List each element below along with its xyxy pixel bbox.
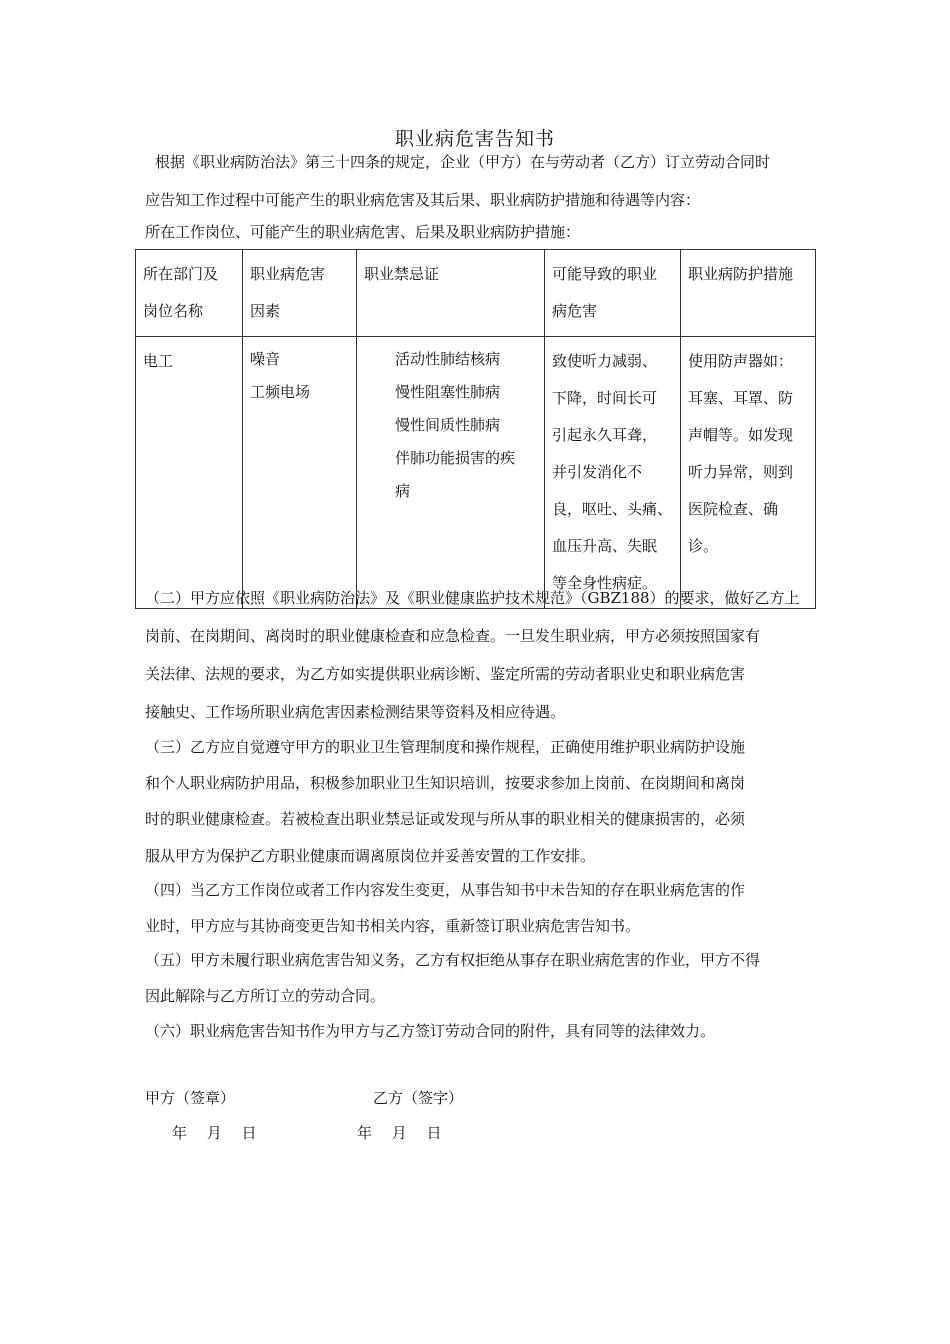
clause-5-line: （五）甲方未履行职业病危害告知义务，乙方有权拒绝从事存在职业病危害的作业，甲方不得 <box>145 951 761 969</box>
intro-line-1: 根据《职业病防治法》第三十四条的规定，企业（甲方）在与劳动者（乙方）订立劳动合同时 <box>155 153 771 171</box>
clause-6-line: （六）职业病危害告知书作为甲方与乙方签订劳动合同的附件，具有同等的法律效力。 <box>145 1022 716 1040</box>
clause-2-line: 关法律、法规的要求，为乙方如实提供职业病诊断、鉴定所需的劳动者职业史和职业病危害 <box>145 665 746 683</box>
header-cell: 职业病防护措施 <box>681 250 816 337</box>
intro-line-2: 应告知工作过程中可能产生的职业病危害及其后果、职业病防护措施和待遇等内容： <box>145 191 701 209</box>
clause-3-line: （三）乙方应自觉遵守甲方的职业卫生管理制度和操作规程，正确使用维护职业病防护设施 <box>145 738 746 756</box>
clause-5-line: 因此解除与乙方所订立的劳动合同。 <box>145 987 386 1005</box>
clause-3-line: 服从甲方为保护乙方职业健康而调离原岗位并妥善安置的工作安排。 <box>145 847 596 865</box>
header-cell: 职业病危害 因素 <box>243 250 357 337</box>
clause-4-line: （四）当乙方工作岗位或者工作内容发生变更，从事告知书中未告知的存在职业病危害的作 <box>145 881 746 899</box>
clause-4-line: 业时，甲方应与其协商变更告知书相关内容，重新签订职业病危害告知书。 <box>145 917 641 935</box>
party-a-signature-label: 甲方（签章） <box>145 1089 236 1107</box>
hazard-factors-cell: 噪音 工频电场 <box>243 337 357 609</box>
party-b-date: 年 月 日 <box>357 1124 442 1142</box>
table-caption: 所在工作岗位、可能产生的职业病危害、后果及职业病防护措施： <box>145 223 581 241</box>
clause-2-line: （二）甲方应依照《职业病防治法》及《职业健康监护技术规范》（GBZ188）的要求，做好乙方上 <box>145 589 800 607</box>
clause-3-line: 和个人职业病防护用品，积极参加职业卫生知识培训，按要求参加上岗前、在岗期间和离岗 <box>145 774 746 792</box>
header-cell: 所在部门及 岗位名称 <box>136 250 243 337</box>
clause-3-line: 时的职业健康检查。若被检查出职业禁忌证或发现与所从事的职业相关的健康损害的，必须 <box>145 810 746 828</box>
hazard-table <box>135 249 816 609</box>
document-title: 职业病危害告知书 <box>394 128 555 150</box>
party-a-date: 年 月 日 <box>172 1124 257 1142</box>
header-cell: 可能导致的职业 病危害 <box>545 250 681 337</box>
table-header-row <box>136 250 816 337</box>
table-row <box>136 337 816 609</box>
possible-diseases-cell: 致使听力减弱、 下降，时间长可 引起永久耳聋， 并引发消化不 良，呕吐、头痛、 血压升高、失眠 等全身性病症。 <box>545 337 681 609</box>
protective-measures-cell: 使用防声器如： 耳塞、耳罩、防 声帽等。如发现 听力异常，则到 医院检查、确 诊。 <box>681 337 816 609</box>
department-cell: 电工 <box>136 337 243 609</box>
clause-2-line: 接触史、工作场所职业病危害因素检测结果等资料及相应待遇。 <box>145 703 566 721</box>
party-b-signature-label: 乙方（签字） <box>373 1089 464 1107</box>
clause-2-line: 岗前、在岗期间、离岗时的职业健康检查和应急检查。一旦发生职业病，甲方必须按照国家有 <box>145 627 761 645</box>
contraindications-cell: 活动性肺结核病 慢性阻塞性肺病 慢性间质性肺病 伴肺功能损害的疾 病 <box>357 337 545 609</box>
header-cell: 职业禁忌证 <box>357 250 545 337</box>
